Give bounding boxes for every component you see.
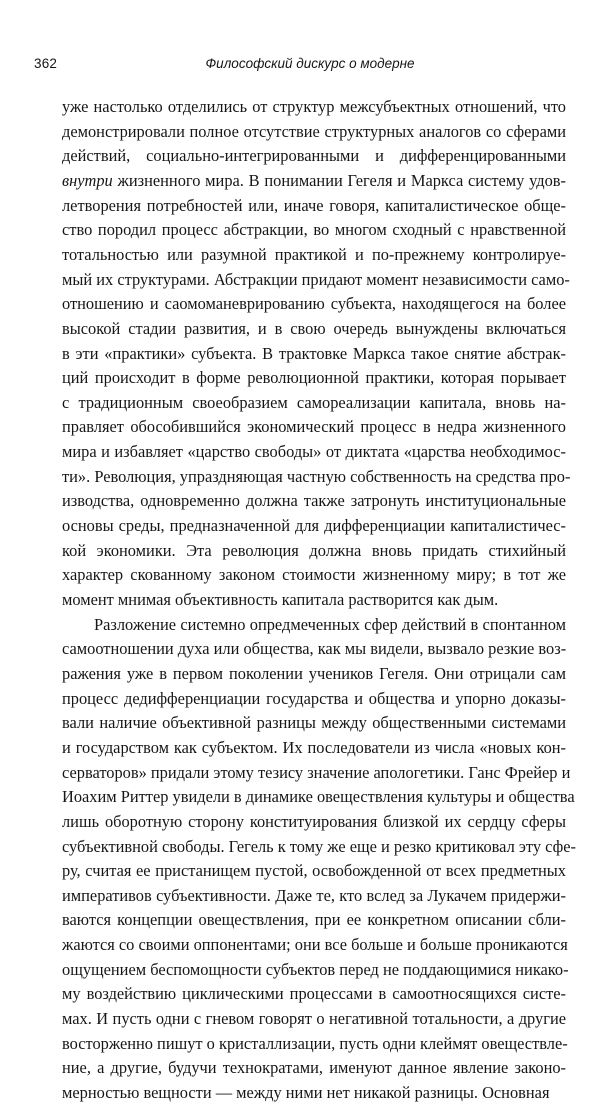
running-title: Философский дискурс о модерне bbox=[205, 56, 415, 71]
text-line: внутри жизненного мира. В понимании Гегеля и Маркса систему удов- bbox=[62, 170, 566, 190]
text-line: ние, а другие, будучи технократами, именуют данное явление законо- bbox=[62, 1058, 566, 1078]
text-line: императивов субъективности. Даже те, кто вслед за Лукачем придержи- bbox=[62, 885, 566, 905]
text-line: ство породил процесс абстракции, во многом сходный с нравственной bbox=[62, 220, 566, 240]
text-line: характер скованному законом стоимости жизненному миру; в тот же bbox=[62, 565, 566, 585]
text-line: восторженно пишут о кристаллизации, пусть одни клеймят овеществле- bbox=[62, 1033, 568, 1053]
text-line: демонстрировали полное отсутствие структурных аналогов со сферами bbox=[62, 121, 566, 141]
page-number: 362 bbox=[34, 56, 58, 71]
text-line: ций происходит в форме революционной практики, которая порывает bbox=[62, 368, 566, 388]
text-line: Разложение системно опредмеченных сфер действий в спонтанном bbox=[94, 614, 566, 634]
text-line: тотальностью или разумной практикой и по-прежнему контролируе- bbox=[62, 244, 566, 264]
text-line: ваются концепции овеществления, при ее конкретном описании сбли- bbox=[62, 910, 566, 930]
text-line: му воздействию циклическими процессами в самоотносящихся систе- bbox=[62, 984, 566, 1004]
text-line: ти». Революция, упраздняющая частную собственность на средства про- bbox=[62, 466, 571, 486]
text-line: жаются со своими оппонентами; они все больше и больше проникаются bbox=[62, 935, 568, 955]
text-line: процесс дедифференциации государства и общества и упорно доказы- bbox=[62, 688, 566, 708]
page-header bbox=[34, 56, 566, 78]
text-line: с традиционным своеобразием самореализации капитала, вновь на- bbox=[62, 392, 566, 412]
text-line: мах. И пусть одни с гневом говорят о негативной тотальности, а другие bbox=[62, 1009, 566, 1029]
text-line: самоотношении духа или общества, как мы видели, вызвало резкие воз- bbox=[62, 639, 567, 659]
text-line: мый их структурами. Абстракции придают момент независимости само- bbox=[62, 269, 570, 289]
text-line: в эти «практики» субъекта. В трактовке Маркса такое снятие абстрак- bbox=[62, 343, 566, 363]
text-line: кой экономики. Эта революция должна вновь придать стихийный bbox=[62, 540, 566, 560]
text-line: изводства, одновременно должна также затронуть институциональные bbox=[62, 491, 566, 511]
text-line: ощущением беспомощности субъектов перед не поддающимися никако- bbox=[62, 959, 569, 979]
text-line: лишь оборотную сторону конституирования близкой их сердцу сферы bbox=[62, 811, 566, 831]
text-line: мерностью вещности — между ними нет никакой разницы. Основная bbox=[62, 1083, 550, 1102]
text-line: мира и избавляет «царство свободы» от диктата «царства необходимос- bbox=[62, 442, 566, 462]
text-line: действий, социально-интегрированными и дифференцированными bbox=[62, 146, 566, 166]
text-line: и государством как субъектом. Их последователи из числа «новых кон- bbox=[62, 737, 566, 757]
text-line: отношению и саомоманеврированию субъекта, находящегося на более bbox=[62, 294, 566, 314]
text-line: правляет обособившийся экономический процесс в недра жизненного bbox=[62, 417, 566, 437]
text-line: уже настолько отделились от структур межсубъектных отношений, что bbox=[62, 97, 566, 116]
text-line: ражения уже в первом поколении учеников Гегеля. Они отрицали сам bbox=[62, 663, 566, 683]
text-line: основы среды, предназначенной для дифференциации капиталистичес- bbox=[62, 516, 566, 536]
text-line: момент мнимая объективность капитала растворится как дым. bbox=[62, 590, 499, 609]
text-line: Иоахим Риттер увидели в динамике овеществления культуры и общества bbox=[62, 787, 575, 807]
text-line: высокой стадии развития, и в свою очередь вынуждены включаться bbox=[62, 318, 566, 338]
text-line: ру, считая ее пристанищем пустой, освобожденной от всех предметных bbox=[62, 861, 566, 881]
text-line: субъективной свободы. Гегель к тому же еще и резко критиковал эту сфе- bbox=[62, 836, 576, 856]
text-line: летворения потребностей или, иначе говоря, капиталистическое обще- bbox=[62, 195, 566, 215]
text-line: вали наличие объективной разницы между общественными системами bbox=[62, 713, 566, 733]
text-line: серваторов» придали этому тезису значение апологетики. Ганс Фрейер и bbox=[62, 762, 571, 782]
